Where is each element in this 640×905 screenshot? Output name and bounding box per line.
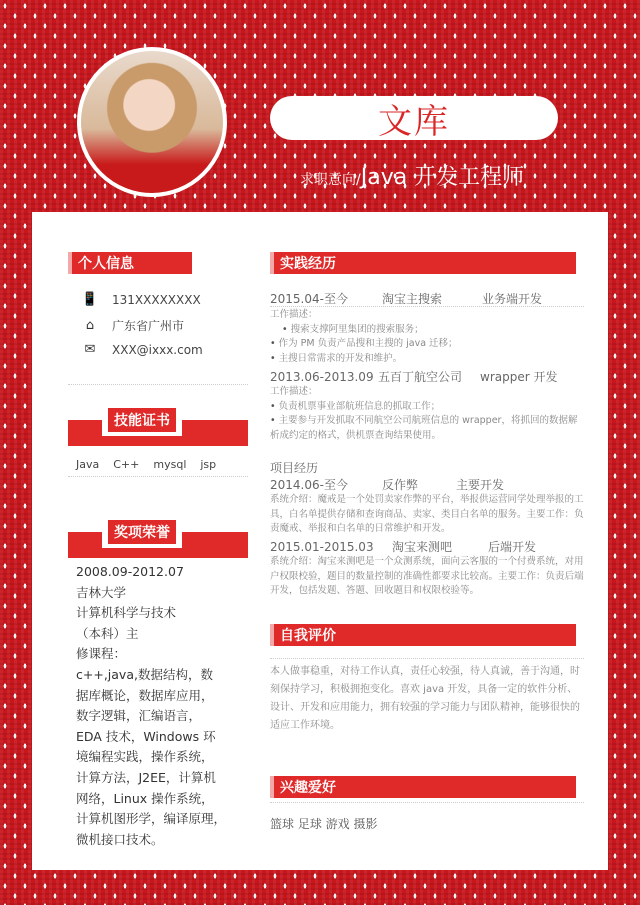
awards-line: 计算机科学与技术 (76, 605, 177, 621)
proj2-role: 后端开发 (488, 540, 537, 554)
name-banner (270, 96, 558, 140)
email-text: XXX@ixxx.com (112, 342, 203, 357)
divider (270, 802, 584, 803)
address-row (80, 317, 184, 334)
divider (68, 384, 248, 385)
skills-header (68, 413, 248, 446)
divider (68, 476, 248, 477)
phone-row (80, 292, 201, 307)
job2-date: 2013.06-2013.09 (270, 370, 374, 384)
job1-desc-label: 工作描述： (270, 309, 318, 320)
job2-company: 五百丁航空公司 (378, 370, 463, 384)
awards-line: 据库概论，数据库应用， (76, 687, 214, 703)
awards-line: c++,java,数据结构，数 (76, 666, 213, 682)
skills-list (76, 458, 230, 471)
personal-info-header (68, 252, 192, 274)
address-text: 广东省广州市 (112, 319, 185, 333)
job1-item: • 作为 PM 负责产品搜和主搜的 java 迁移； (270, 338, 458, 349)
proj1-company: 反作弊 (382, 478, 419, 492)
skill-item: mysql (153, 458, 187, 471)
job-prefix: 求职意向/ (300, 172, 361, 188)
phone-text: 131XXXXXXXX (112, 292, 201, 307)
email-row (80, 342, 203, 357)
awards-line: （本科）主 (76, 625, 139, 641)
awards-line: 计算机图形学，编译原理， (76, 811, 227, 827)
job2-desc (270, 385, 584, 443)
job2-header (270, 368, 557, 385)
awards-line: 计算方法，J2EE，计算机 (76, 769, 216, 785)
job1-role: 业务端开发 (482, 292, 543, 306)
job2-item: • 负责机票事业部航班信息的抓取工作； (270, 401, 440, 412)
awards-line: 境编程实践，操作系统， (76, 749, 214, 765)
awards-line: 2008.09-2012.07 (76, 564, 184, 579)
profile-photo (77, 47, 227, 197)
job1-item: • 搜索支撑阿里集团的搜索服务； (282, 324, 424, 335)
proj2-desc: 系统介绍：淘宝来测吧是一个众测系统，面向云客服的一个付费系统，对用户权限校验，题目的数量控制的准确性都要求比较高。主要工作：负责后端开发，包括发题、答题、回收题目和权限校验等。 (270, 556, 584, 596)
job-intention (300, 160, 524, 191)
job1-date: 2015.04-至今 (270, 292, 348, 306)
divider (270, 306, 584, 307)
job2-item: • 主要参与开发抓取不同航空公司航班信息的 wrapper，将抓回的数据解析成约定的格式，供机票查询结果使用。 (270, 415, 577, 441)
job2-role: wrapper 开发 (480, 370, 558, 384)
proj1-role: 主要开发 (456, 478, 505, 492)
practice-header (270, 252, 576, 274)
awards-line: EDA 技术，Windows 环 (76, 728, 216, 744)
job1-header (270, 290, 542, 307)
proj2-company: 淘宝来测吧 (392, 540, 453, 554)
awards-line: 微机接口技术。 (76, 831, 164, 847)
awards-line: 网络，Linux 操作系统， (76, 790, 214, 806)
home-icon: ⌂ (85, 318, 95, 333)
resume-sheet (32, 212, 608, 870)
skill-item: Java (76, 458, 100, 471)
proj2-date: 2015.01-2015.03 (270, 540, 374, 554)
proj1-header (270, 476, 504, 493)
awards-text (76, 562, 248, 850)
self-eval-header (270, 624, 576, 646)
projects-label: 项目经历 (270, 461, 319, 475)
skill-item: jsp (200, 458, 217, 471)
proj2-header (270, 538, 536, 555)
awards-line: 修课程： (76, 646, 127, 662)
job1-item: • 主搜日常需求的开发和维护。 (270, 353, 402, 364)
mail-icon: ✉ (84, 342, 96, 357)
phone-icon: 📱 (81, 292, 99, 307)
hobbies-header (270, 776, 576, 798)
job-title: Java 开发工程师 (360, 165, 525, 190)
job1-company: 淘宝主搜索 (382, 292, 443, 306)
self-eval-text: 本人做事稳重，对待工作认真，责任心较强，待人真诚，善于沟通，时刻保持学习，积极拥抱变化。喜欢 java 开发，具备一定的软件分析、设计、开发和应用能力，拥有较强的学习能力与团队精神，能够很快的适应工作环境。 (270, 666, 580, 731)
awards-title: 奖项荣誉 (108, 520, 176, 544)
skills-title: 技能证书 (108, 408, 176, 432)
practice-title: 实践经历 (280, 256, 336, 272)
awards-line: 吉林大学 (76, 584, 127, 600)
job1-desc (270, 308, 584, 366)
personal-info-title: 个人信息 (78, 256, 134, 272)
awards-header (68, 525, 248, 558)
job2-desc-label: 工作描述： (270, 386, 318, 397)
divider (270, 658, 584, 659)
self-eval-title: 自我评价 (280, 628, 336, 644)
hobbies-text: 篮球 足球 游戏 摄影 (270, 817, 378, 831)
proj1-date: 2014.06-至今 (270, 478, 348, 492)
skill-item: C++ (113, 458, 140, 471)
proj1-desc: 系统介绍：魔戒是一个处罚卖家作弊的平台，举报供运营同学处理举报的工具，白名单提供存储和查询商品、卖家、类目白名单的服务。主要工作：负责魔戒、举报和白名单的日常维护和开发。 (270, 494, 584, 534)
awards-line: 数字逻辑，汇编语言， (76, 708, 202, 724)
hobbies-title: 兴趣爱好 (280, 780, 336, 796)
candidate-name: 文库 (378, 101, 450, 142)
